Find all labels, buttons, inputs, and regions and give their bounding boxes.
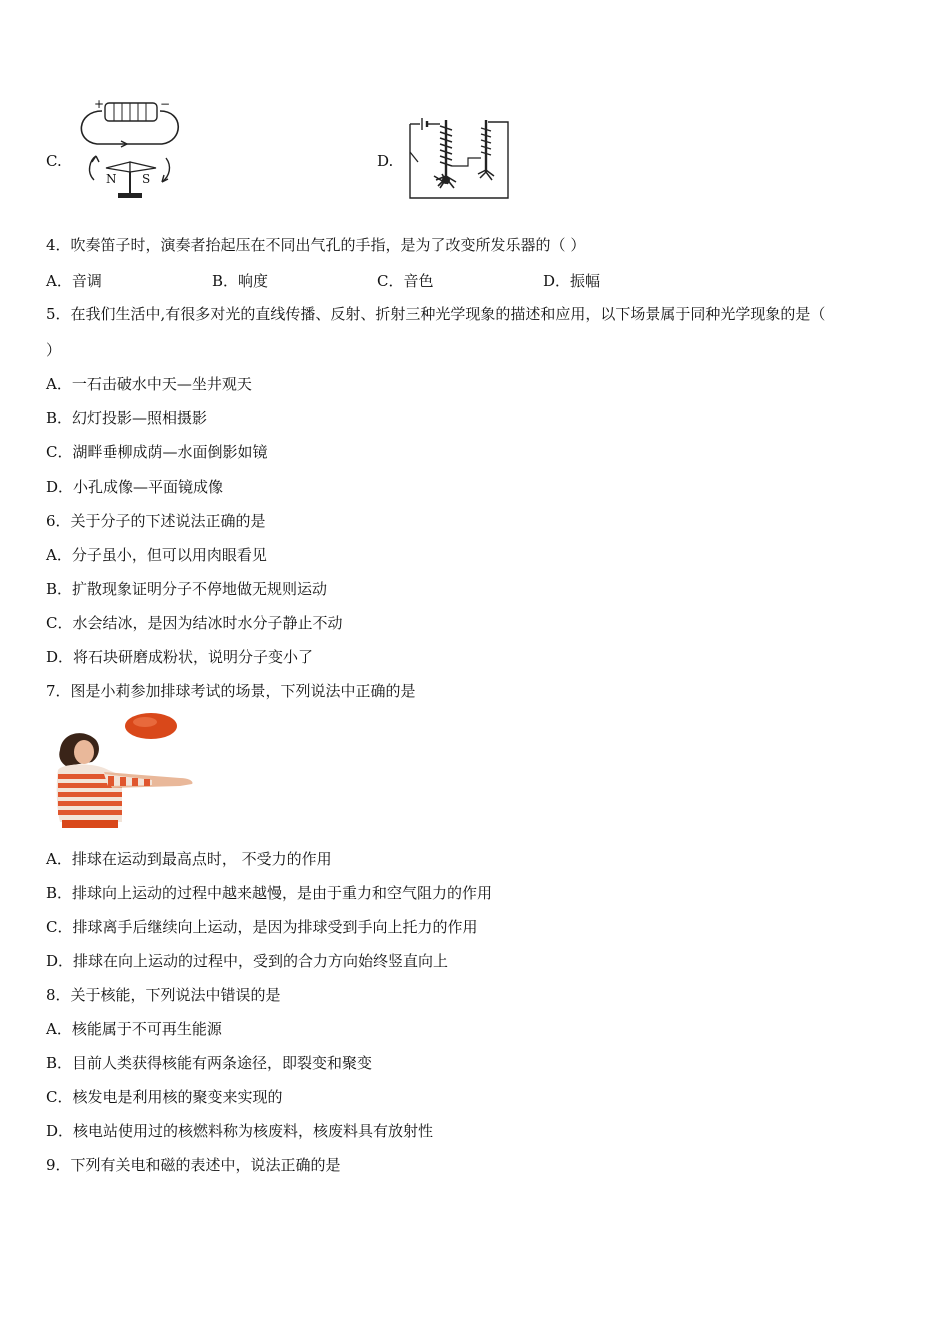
question-4-options — [46, 270, 746, 290]
question-5-option-c: C．湖畔垂柳成荫—水面倒影如镜 — [46, 443, 268, 461]
question-7-option-c: C．排球离手后继续向上运动，是因为排球受到手向上托力的作用 — [46, 918, 478, 936]
volleyball-player-figure — [52, 710, 198, 830]
question-4-option-a: A．音调 — [46, 272, 102, 290]
question-8-option-c: C．核发电是利用核的聚变来实现的 — [46, 1088, 283, 1106]
question-9-stem: 9．下列有关电和磁的表述中，说法正确的是 — [46, 1156, 341, 1174]
option-c-label: C. — [46, 152, 62, 170]
question-5-stem: 5．在我们生活中,有很多对光的直线传播、反射、折射三种光学现象的描述和应用，以下场景属于同种光学现象的是（ — [46, 305, 826, 323]
question-7-stem: 7．图是小莉参加排球考试的场景，下列说法中正确的是 — [46, 682, 416, 700]
question-5-option-d: D．小孔成像—平面镜成像 — [46, 478, 224, 496]
question-5-option-b: B．幻灯投影—照相摄影 — [46, 409, 208, 427]
question-6-stem: 6．关于分子的下述说法正确的是 — [46, 512, 266, 530]
question-7-option-a: A．排球在运动到最高点时， 不受力的作用 — [46, 850, 332, 868]
question-4-option-c: C．音色 — [377, 272, 434, 290]
question-8-stem: 8．关于核能，下列说法中错误的是 — [46, 986, 281, 1004]
option-d-label: D. — [377, 152, 394, 170]
question-4-option-d: D．振幅 — [543, 272, 601, 290]
positive-terminal-label: + — [94, 97, 105, 111]
question-7-option-b: B．排球向上运动的过程中越来越慢，是由于重力和空气阻力的作用 — [46, 884, 493, 902]
solenoid-compass-figure — [72, 96, 192, 202]
question-5-option-a: A．一石击破水中天—坐井观天 — [46, 375, 252, 393]
question-8-option-d: D．核电站使用过的核燃料称为核废料，核废料具有放射性 — [46, 1122, 434, 1140]
question-4-option-b: B．响度 — [212, 272, 269, 290]
question-4-stem: 4．吹奏笛子时，演奏者抬起压在不同出气孔的手指，是为了改变所发乐器的（ ） — [46, 236, 586, 254]
electromagnet-circuit-figure — [406, 114, 512, 200]
question-7-option-d: D．排球在向上运动的过程中，受到的合力方向始终竖直向上 — [46, 952, 449, 970]
north-pole-label: N — [106, 172, 117, 186]
question-8-option-b: B．目前人类获得核能有两条途径，即裂变和聚变 — [46, 1054, 373, 1072]
question-6-option-b: B．扩散现象证明分子不停地做无规则运动 — [46, 580, 328, 598]
question-6-option-d: D．将石块研磨成粉状，说明分子变小了 — [46, 648, 314, 666]
question-8-option-a: A．核能属于不可再生能源 — [46, 1020, 222, 1038]
question-6-option-c: C．水会结冰，是因为结冰时水分子静止不动 — [46, 614, 343, 632]
negative-terminal-label: − — [160, 97, 171, 111]
question-6-option-a: A．分子虽小，但可以用肉眼看见 — [46, 546, 267, 564]
south-pole-label: S — [142, 172, 151, 186]
question-5-stem-continued: ） — [46, 341, 62, 359]
